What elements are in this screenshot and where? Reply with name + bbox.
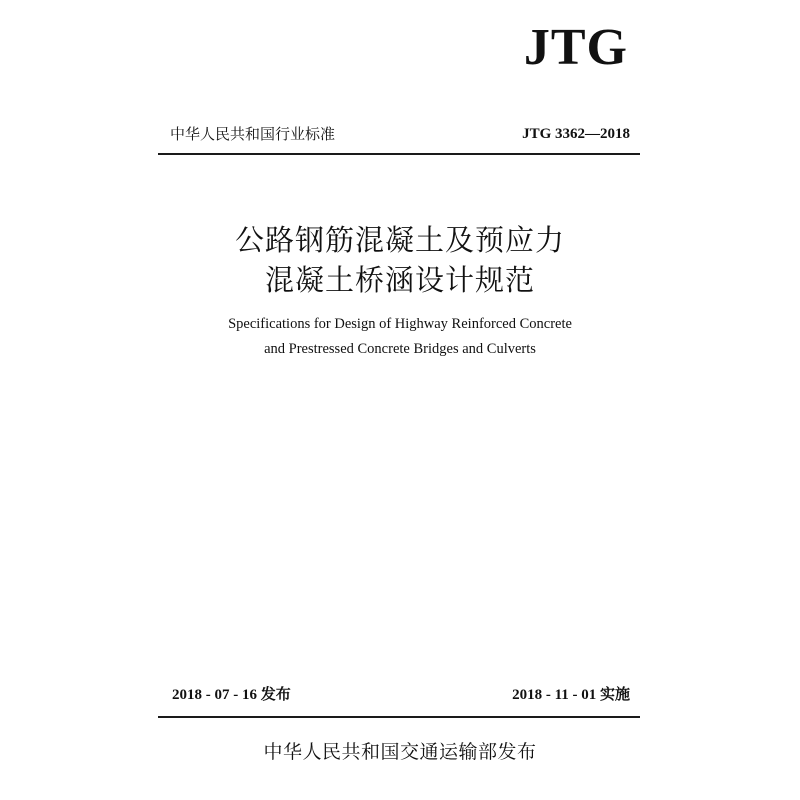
dates-row [172,684,630,706]
standard-code: JTG 3362—2018 [522,126,630,142]
standard-category: 中华人民共和国行业标准 [170,125,336,143]
title-english-line-1: Specifications for Design of Highway Reinforced Concrete [228,316,572,332]
implementation-date: 2018 - 11 - 01 实施 [512,687,630,703]
title-english-line-2: and Prestressed Concrete Bridges and Culverts [264,341,536,357]
jtg-logo: JTG [523,19,628,76]
title-chinese-line-1: 公路钢筋混凝土及预应力 [234,223,565,257]
top-divider [158,153,640,155]
bottom-divider [158,716,640,718]
header-row [170,122,630,146]
title-chinese-line-2: 混凝土桥涵设计规范 [264,263,535,297]
publisher: 中华人民共和国交通运输部发布 [263,741,537,763]
issue-date: 2018 - 07 - 16 发布 [172,687,291,703]
